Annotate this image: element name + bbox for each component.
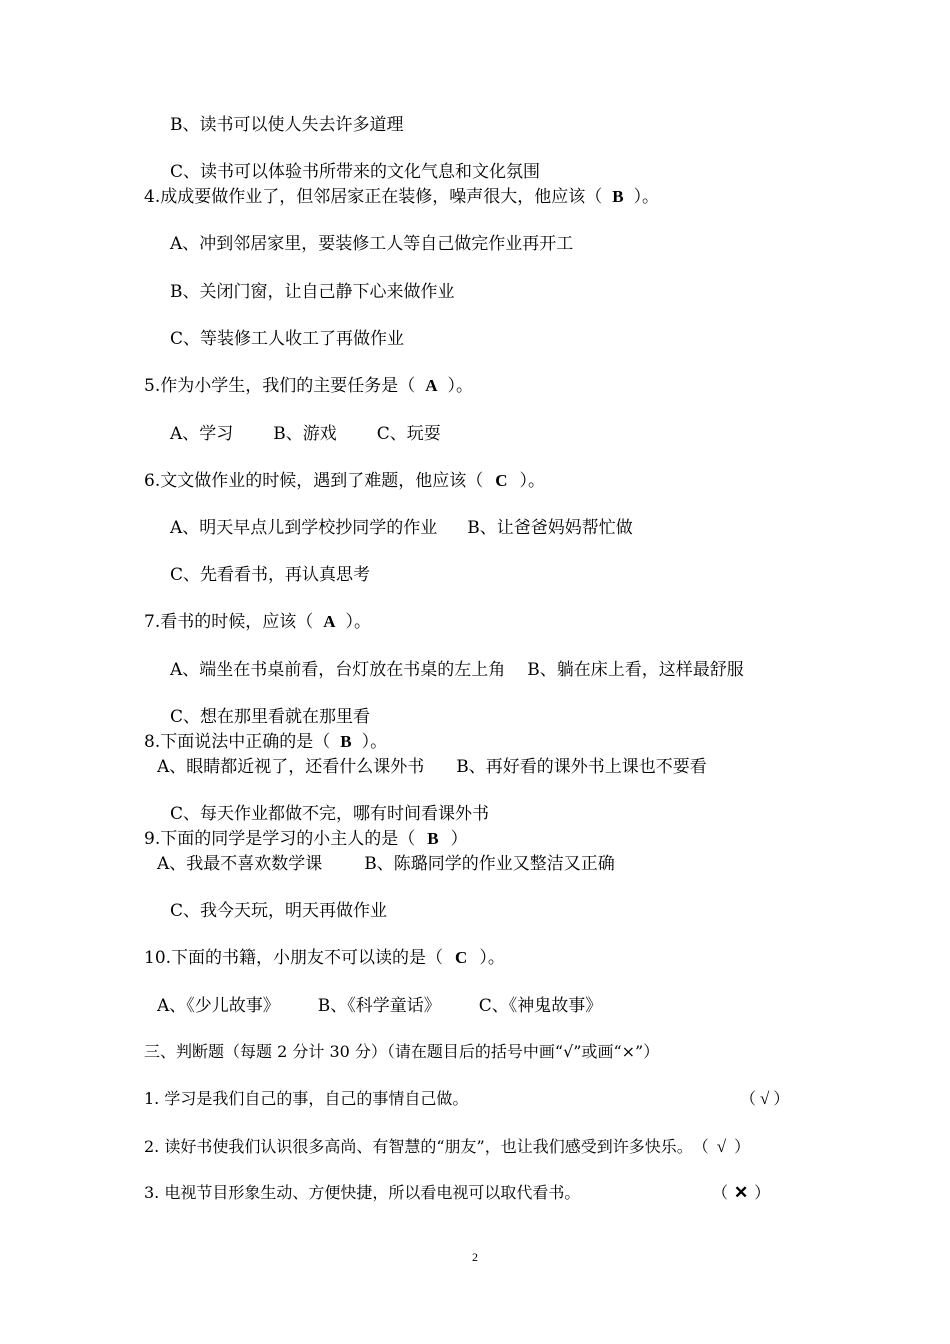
q6-option-a: A、明天早点儿到学校抄同学的作业	[170, 518, 438, 538]
q6-option-c: C、先看看书，再认真思考	[170, 565, 371, 585]
page-number: 2	[472, 1250, 478, 1264]
question-stem-end: ）。	[447, 376, 474, 396]
answer: B	[340, 732, 352, 751]
judge-answer-1	[740, 1088, 789, 1110]
question-stem: 9.下面的同学是学习的小主人的是（	[144, 829, 416, 849]
question-stem-end: ）。	[361, 732, 388, 752]
question-stem: 4.成成要做作业了，但邻居家正在装修，噪声很大，他应该（	[144, 187, 603, 207]
q7-options	[170, 659, 744, 681]
section-3-title: 三、判断题（每题 2 分计 30 分）（请在题目后的括号中画“√”或画“×”）	[144, 1042, 660, 1061]
q7-option-b: B、躺在床上看，这样最舒服	[527, 660, 744, 680]
question-stem: 8.下面说法中正确的是（	[144, 732, 331, 752]
q5-options	[170, 423, 441, 445]
q9-option-c: C、我今天玩，明天再做作业	[170, 901, 388, 921]
q10-options	[157, 995, 602, 1017]
q4-option-c: C、等装修工人收工了再做作业	[170, 329, 405, 349]
q3-option-c: C、读书可以体验书所带来的文化气息和文化氛围	[170, 162, 541, 182]
q4-option-b: B、关闭门窗，让自己静下心来做作业	[170, 282, 455, 302]
q5-option-c: C、玩耍	[376, 424, 441, 444]
q7-option-a: A、端坐在书桌前看，台灯放在书桌的左上角	[170, 660, 506, 680]
bracket-close: ）	[734, 1137, 751, 1156]
question-9	[144, 828, 468, 850]
q4-option-a: A、冲到邻居家里，要装修工人等自己做完作业再开工	[170, 234, 574, 254]
q6-options	[170, 517, 633, 539]
question-5	[144, 375, 473, 397]
q9-options	[157, 853, 615, 875]
check-mark: √	[716, 1137, 727, 1156]
answer: A	[323, 612, 336, 631]
q9-option-a: A、我最不喜欢数学课	[157, 854, 323, 874]
q10-option-c: C、《神鬼故事》	[478, 996, 603, 1016]
q3-option-b: B、读书可以使人失去许多道理	[170, 115, 404, 135]
question-8	[144, 731, 387, 753]
question-stem-end: ）。	[345, 612, 372, 632]
answer: C	[455, 948, 468, 967]
question-stem-end: ）。	[633, 187, 660, 207]
q6-option-b: B、让爸爸妈妈帮忙做	[467, 518, 633, 538]
q5-option-a: A、学习	[170, 424, 234, 444]
judge-item-2	[144, 1136, 750, 1158]
question-stem: 5.作为小学生，我们的主要任务是（	[144, 376, 416, 396]
q7-option-c: C、想在那里看就在那里看	[170, 707, 371, 727]
q10-option-b: B、《科学童话》	[317, 996, 441, 1016]
judge-answer-3	[712, 1182, 770, 1204]
question-stem-end: ）	[450, 829, 468, 849]
q10-option-a: A、《少儿故事》	[157, 996, 280, 1016]
bracket-open: （	[740, 1089, 757, 1108]
bracket-open: （	[712, 1183, 729, 1202]
judge-text: 1. 学习是我们自己的事，自己的事情自己做。	[144, 1089, 469, 1108]
judge-item-3	[144, 1182, 580, 1204]
bracket-close: ）	[773, 1089, 790, 1108]
question-4	[144, 186, 659, 208]
question-stem: 10.下面的书籍，小朋友不可以读的是（	[144, 948, 444, 968]
answer: A	[425, 376, 438, 395]
judge-text: 2. 读好书使我们认识很多高尚、有智慧的“朋友”，也让我们感受到许多快乐。	[144, 1137, 693, 1156]
q5-option-b: B、游戏	[273, 424, 337, 444]
answer: B	[427, 829, 439, 848]
question-stem-end: ）。	[479, 948, 505, 968]
question-stem: 6.文文做作业的时候，遇到了难题，他应该（	[144, 471, 484, 491]
q8-options	[157, 756, 707, 778]
answer: B	[612, 187, 624, 206]
q9-option-b: B、陈璐同学的作业又整洁又正确	[364, 854, 615, 874]
bracket-open: （	[692, 1137, 709, 1156]
question-7	[144, 611, 371, 633]
cross-mark: ✕	[734, 1183, 749, 1202]
q8-option-c: C、每天作业都做不完，哪有时间看课外书	[170, 804, 490, 824]
question-stem: 7.看书的时候，应该（	[144, 612, 314, 632]
question-stem-end: ）。	[519, 471, 546, 491]
judge-item-1	[144, 1088, 468, 1110]
answer: C	[495, 471, 508, 490]
check-mark: √	[760, 1089, 770, 1108]
question-6	[144, 470, 545, 492]
q8-option-a: A、眼睛都近视了，还看什么课外书	[157, 757, 425, 777]
q8-option-b: B、再好看的课外书上课也不要看	[456, 757, 707, 777]
bracket-close: ）	[754, 1183, 771, 1202]
judge-text: 3. 电视节目形象生动、方便快捷，所以看电视可以取代看书。	[144, 1183, 581, 1202]
question-10	[144, 947, 505, 969]
